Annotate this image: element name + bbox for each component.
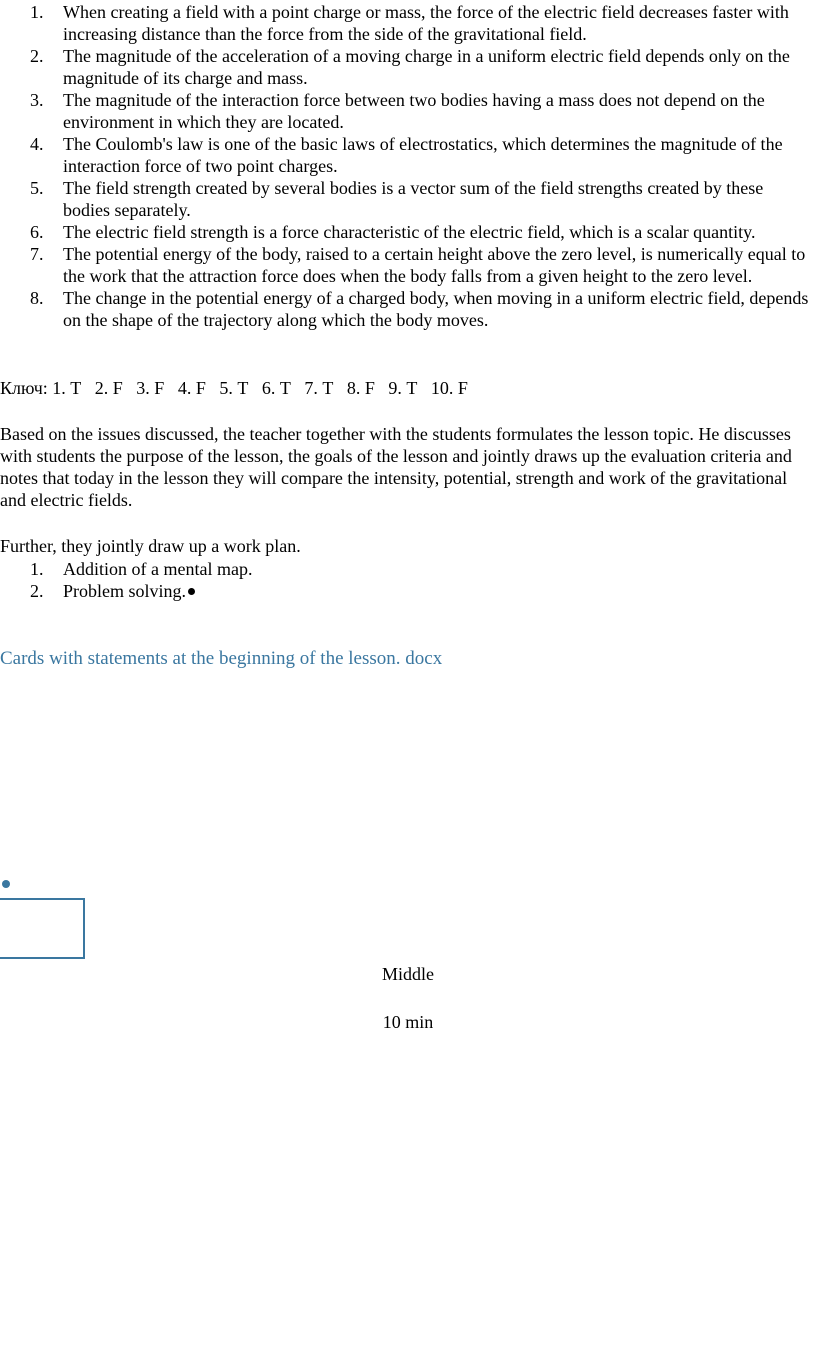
item-text: The electric field strength is a force characteristic of the electric field, which is a scalar quantity. <box>63 222 756 242</box>
item-text: When creating a field with a point charge or mass, the force of the electric field decreases faster with increasing distance than the force from the side of the gravitational field. <box>63 2 789 44</box>
item-number: 2. <box>30 581 44 601</box>
list-item <box>0 45 814 89</box>
bullet-icon <box>188 588 195 595</box>
item-text: The field strength created by several bodies is a vector sum of the field strengths created by these bodies separately. <box>63 178 764 220</box>
work-plan-list <box>0 558 252 602</box>
list-item <box>0 1 814 45</box>
item-text: The magnitude of the acceleration of a moving charge in a uniform electric field depends only on the magnitude of its charge and mass. <box>63 46 790 88</box>
list-item <box>0 558 252 580</box>
answer-key: Ключ: 1. Т 2. F 3. F 4. F 5. Т 6. Т 7. Т 8. F 9. Т 10. F <box>0 378 468 398</box>
list-item <box>0 133 814 177</box>
item-text: The magnitude of the interaction force between two bodies having a mass does not depend on the environment in which they are located. <box>63 90 765 132</box>
item-text: Addition of a mental map. <box>63 559 253 579</box>
item-text: The potential energy of the body, raised to a certain height above the zero level, is numerically equal to the work that the attraction force does when the body falls from a given height to the zero level. <box>63 244 806 286</box>
stage-time: 10 min <box>382 1012 434 1032</box>
list-item <box>0 287 814 331</box>
item-text: Problem solving. <box>63 581 187 601</box>
item-number: 2. <box>30 46 44 66</box>
lesson-paragraph: Based on the issues discussed, the teacher together with the students formulates the lesson topic. He discusses with students the purpose of the lesson, the goals of the lesson and jointly draws up the evaluation criteria and notes that today in the lesson they will compare the intensity, potential, strength and work of the gravitational and electric fields. <box>0 424 792 510</box>
item-number: 1. <box>30 559 44 579</box>
attachment-link[interactable]: Cards with statements at the beginning of the lesson. docx <box>0 648 443 669</box>
item-number: 7. <box>30 244 44 264</box>
list-item <box>0 243 814 287</box>
table-cell-frame <box>0 898 85 959</box>
work-plan-intro: Further, they jointly draw up a work plan. <box>0 536 301 556</box>
list-item <box>0 89 814 133</box>
item-number: 6. <box>30 222 44 242</box>
bullet-dot-icon <box>2 880 10 888</box>
item-number: 5. <box>30 178 44 198</box>
item-text: The Coulomb's law is one of the basic laws of electrostatics, which determines the magnitude of the interaction force of two point charges. <box>63 134 783 176</box>
item-number: 1. <box>30 2 44 22</box>
item-number: 8. <box>30 288 44 308</box>
stage-name: Middle <box>382 964 434 984</box>
item-number: 4. <box>30 134 44 154</box>
item-text: The change in the potential energy of a charged body, when moving in a uniform electric field, depends on the shape of the trajectory along which the body moves. <box>63 288 809 330</box>
item-number: 3. <box>30 90 44 110</box>
list-item <box>0 177 814 221</box>
statements-list <box>0 1 814 331</box>
list-item <box>0 580 252 602</box>
list-item <box>0 221 814 243</box>
